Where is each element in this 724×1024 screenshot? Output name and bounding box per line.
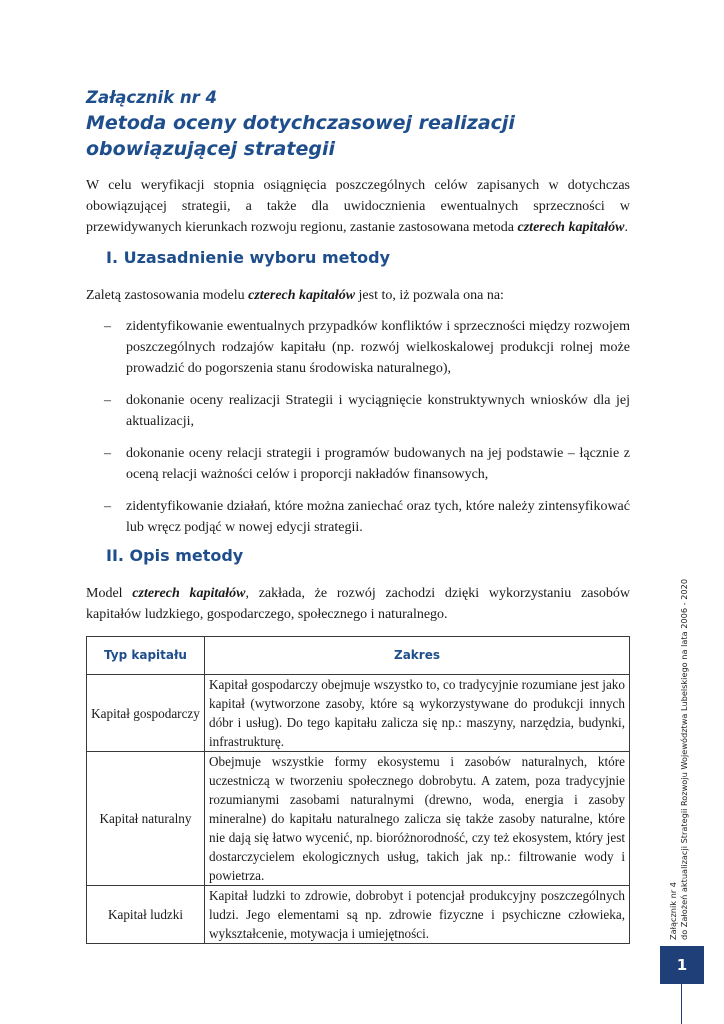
page-number: 1 — [660, 946, 704, 984]
capital-range-cell: Obejmuje wszystkie formy ekosystemu i zasobów naturalnych, które uczestniczą w tworzeniu społecznego dobrobytu. A zatem, poza tradycyjnie rozumianymi zasobami naturalnymi (drewno, woda, energia i zasoby mineralne) do kapitału naturalnego zalicza się także zasoby naturalne, które nie dają się łatwo wycenić, np. bioróżnorodność, czy też ekosystem, który jest dostarczycielem ekologicznych usług, takich jak np.: filtrowanie wody i powietrza. — [205, 752, 630, 886]
advantages-list — [86, 316, 630, 549]
list-item: – dokonanie oceny relacji strategii i programów budowanych na jej podstawie – łącznie z oceną relacji ważności celów i proporcji nakładów finansowych, — [86, 443, 630, 485]
list-item: – dokonanie oceny realizacji Strategii i wyciągnięcie konstruktywnych wniosków dla jej aktualizacji, — [86, 390, 630, 432]
list-item: – zidentyfikowanie ewentualnych przypadków konfliktów i sprzeczności między rozwojem poszczególnych rodzajów kapitału (np. rozwój wielkoskalowej produkcji rolnej może prowadzić do pogorszenia stanu środowiska naturalnego), — [86, 316, 630, 379]
capital-type-cell: Kapitał gospodarczy — [87, 675, 205, 752]
column-header-range: Zakres — [205, 637, 630, 675]
dash-bullet: – — [104, 393, 111, 408]
capital-type-cell: Kapitał ludzki — [87, 886, 205, 944]
annex-label: Załącznik nr 4 — [86, 88, 218, 107]
section2-lead: Model czterech kapitałów, zakłada, że rozwój zachodzi dzięki wykorzystaniu zasobów kapitałów ludzkiego, gospodarczego, społecznego i naturalnego. — [86, 586, 631, 622]
side-running-header — [668, 560, 690, 940]
method-name-emphasis: czterech kapitałów — [517, 220, 625, 235]
side-annex-label: Załącznik nr 4 — [668, 882, 678, 940]
intro-paragraph: W celu weryfikacji stopnia osiągnięcia poszczególnych celów zapisanych w dotychczas obowiązującej strategii, a także dla uwidocznienia ewentualnych sprzeczności w przewidywanych kierunkach rozwoju regionu, zastanie zastosowana metoda czterech kapitałów. — [86, 178, 630, 235]
table-row — [87, 752, 630, 886]
column-header-type: Typ kapitału — [87, 637, 205, 675]
method-name-emphasis: czterech kapitałów — [132, 586, 246, 601]
dash-bullet: – — [104, 446, 111, 461]
section1-lead: Zaletą zastosowania modelu czterech kapitałów jest to, iż pozwala ona na: — [86, 288, 504, 303]
page-title: Metoda oceny dotychczasowej realizacji obowiązującej strategii — [86, 112, 515, 160]
side-document-title: do Założeń aktualizacji Strategii Rozwoju Województwa Lubelskiego na lata 2006 - 2020 — [679, 578, 689, 940]
table-row — [87, 886, 630, 944]
table-row — [87, 675, 630, 752]
section-heading-method: II. Opis metody — [106, 546, 244, 565]
capital-range-cell: Kapitał gospodarczy obejmuje wszystko to, co tradycyjnie rozumiane jest jako kapitał (wytworzone zasoby, które są wykorzystywane do produkcji innych dóbr i usług). Do tego kapitału zalicza się np.: maszyny, narzędzia, budynki, infrastrukturę. — [205, 675, 630, 752]
table-header-row — [87, 637, 630, 675]
dash-bullet: – — [104, 319, 111, 334]
capital-types-table — [86, 636, 630, 944]
list-item: – zidentyfikowanie działań, które można zaniechać oraz tych, które należy zintensyfikować lub wręcz podjąć w nowej edycji strategii. — [86, 496, 630, 538]
method-name-emphasis: czterech kapitałów — [248, 288, 356, 303]
page-number-divider — [681, 984, 682, 1024]
capital-range-cell: Kapitał ludzki to zdrowie, dobrobyt i potencjał produkcyjny poszczególnych ludzi. Jego elementami są np. zdrowie fizyczne i psychiczne człowieka, wykształcenie, motywacja i umiejętności. — [205, 886, 630, 944]
section-heading-justification: I. Uzasadnienie wyboru metody — [106, 248, 391, 267]
capital-type-cell: Kapitał naturalny — [87, 752, 205, 886]
dash-bullet: – — [104, 499, 111, 514]
